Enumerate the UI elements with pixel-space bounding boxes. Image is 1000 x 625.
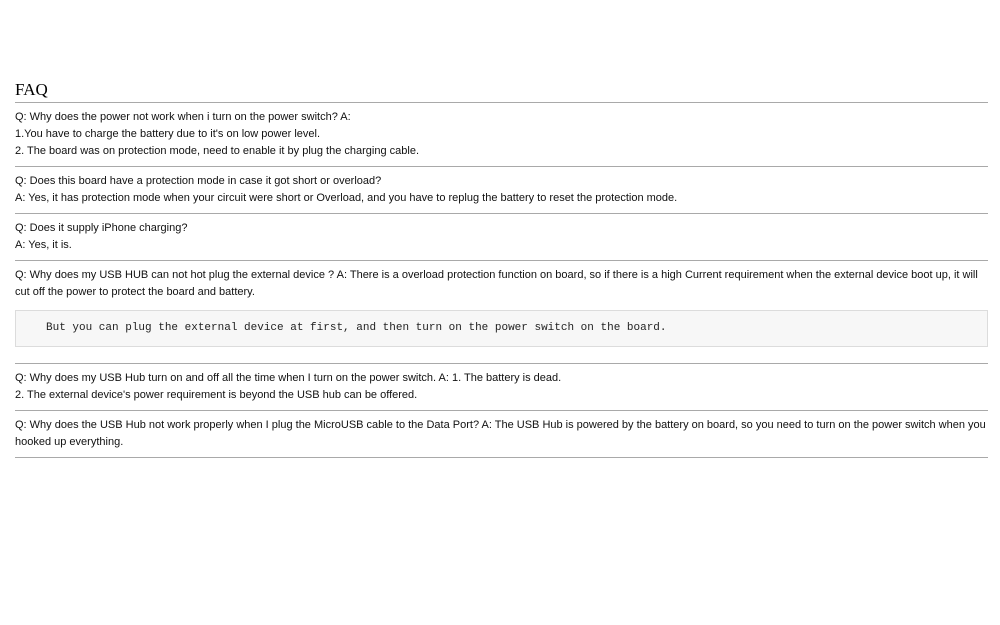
- faq-question: Q: Does this board have a protection mode in case it got short or overload?: [15, 175, 382, 187]
- faq-item-power-switch: [15, 103, 988, 167]
- faq-question: Q: Why does the power not work when i turn on the power switch? A:: [15, 111, 351, 123]
- code-block: But you can plug the external device at first, and then turn on the power switch on the board.: [15, 310, 988, 347]
- faq-item-iphone-charging: [15, 214, 988, 261]
- faq-answer-line: A: Yes, it has protection mode when your circuit were short or Overload, and you have to replug the battery to reset the protection mode.: [15, 192, 678, 204]
- faq-question: Q: Why does my USB Hub turn on and off all the time when I turn on the power switch. A: 1. The battery is dead.: [15, 372, 562, 384]
- faq-question: Q: Why does my USB HUB can not hot plug the external device ? A: There is a overload protection function on board, so if there is a high Current requirement when the external device boot up, it will cut off the power to protect the board and battery.: [15, 269, 978, 298]
- faq-answer-line: 1.You have to charge the battery due to it's on low power level.: [15, 128, 320, 140]
- faq-heading: FAQ: [15, 78, 988, 103]
- faq-answer-line: 2. The board was on protection mode, need to enable it by plug the charging cable.: [15, 145, 420, 157]
- faq-item-hot-plug: [15, 261, 988, 364]
- faq-item-microusb-data-port: [15, 411, 988, 458]
- faq-answer-line: A: Yes, it is.: [15, 239, 72, 251]
- faq-answer-line: 2. The external device's power requirement is beyond the USB hub can be offered.: [15, 389, 418, 401]
- faq-question: Q: Why does the USB Hub not work properly when I plug the MicroUSB cable to the Data Port? A: The USB Hub is powered by the battery on board, so you need to turn on the power switch when you hooked up everything.: [15, 419, 986, 448]
- faq-question: Q: Does it supply iPhone charging?: [15, 222, 188, 234]
- faq-item-hub-on-off: [15, 364, 988, 411]
- faq-item-protection-mode: [15, 167, 988, 214]
